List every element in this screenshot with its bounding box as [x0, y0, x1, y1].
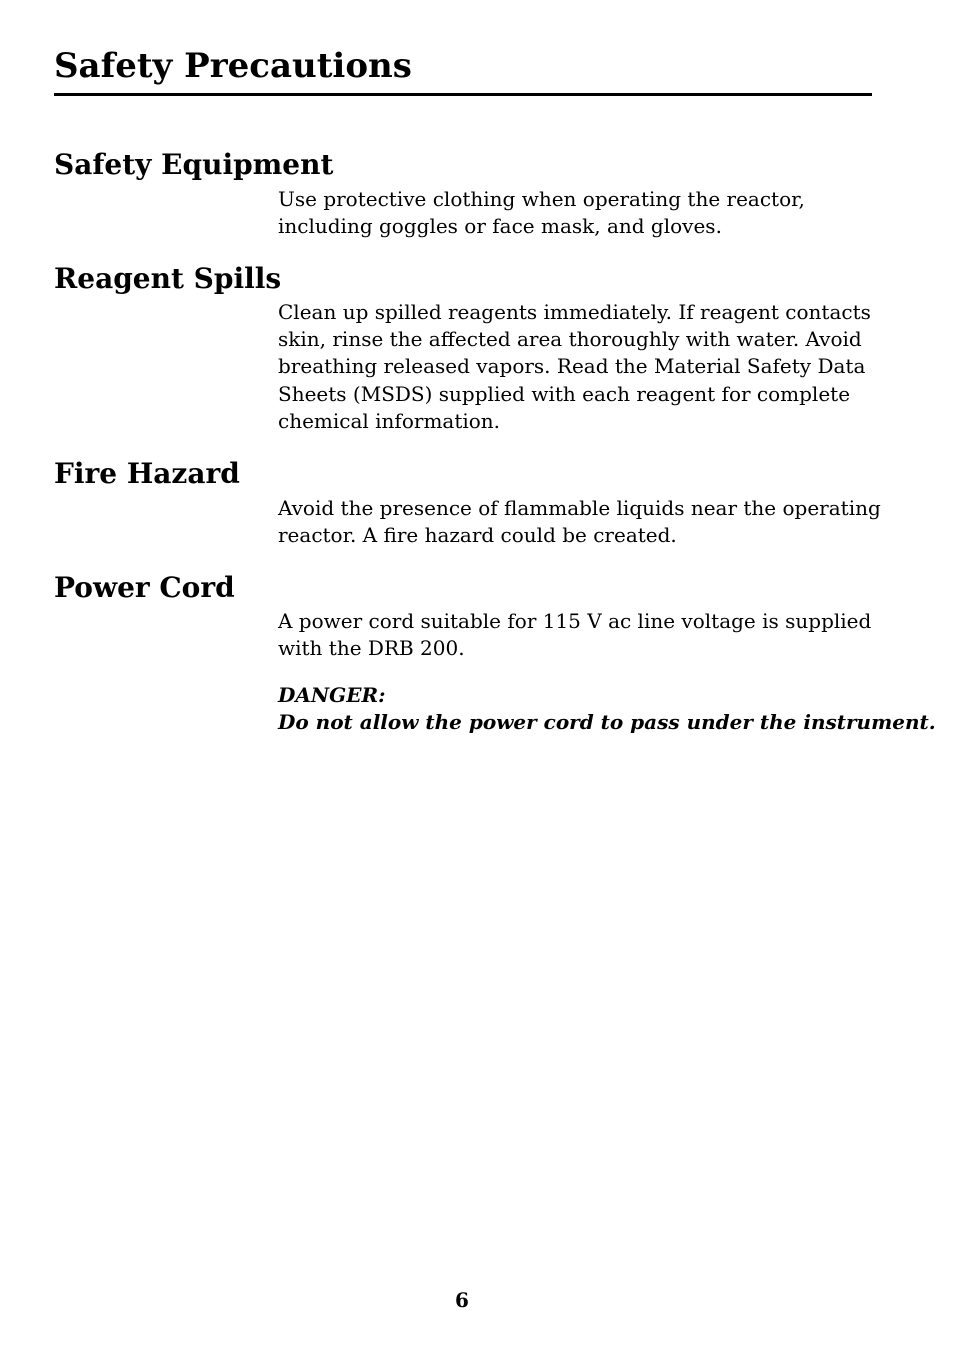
section-heading-fire-hazard: Fire Hazard [54, 457, 240, 490]
section-heading-reagent-spills: Reagent Spills [54, 262, 282, 295]
section-body-safety-equipment [278, 186, 878, 240]
danger-label: DANGER: [278, 683, 386, 707]
body-line: breathing released vapors. Read the Material Safety Data [278, 354, 866, 379]
body-line: Avoid the presence of flammable liquids near the operating [278, 496, 881, 520]
section-heading-safety-equipment: Safety Equipment [54, 148, 334, 181]
body-line: with the DRB 200. [278, 636, 465, 661]
section-body-fire-hazard [278, 495, 881, 549]
section-body-reagent-spills [278, 299, 878, 435]
page-number: 6 [455, 1288, 469, 1312]
body-line: reactor. A fire hazard could be created. [278, 523, 677, 548]
body-line: chemical information. [278, 408, 501, 433]
danger-notice [278, 682, 936, 736]
body-line: Clean up spilled reagents immediately. If reagent contacts [278, 300, 871, 324]
page-title: Safety Precautions [54, 46, 412, 86]
body-line: including goggles or face mask, and gloves. [278, 214, 722, 239]
body-line: Sheets (MSDS) supplied with each reagent for complete [278, 381, 851, 406]
body-line: A power cord suitable for 115 V ac line voltage is supplied [278, 609, 872, 633]
danger-text: Do not allow the power cord to pass under the instrument. [278, 710, 936, 735]
title-rule [54, 93, 872, 96]
body-line: Use protective clothing when operating the reactor, [278, 187, 805, 211]
body-line: skin, rinse the affected area thoroughly with water. Avoid [278, 327, 862, 352]
section-heading-power-cord: Power Cord [54, 571, 235, 604]
section-body-power-cord [278, 608, 878, 662]
